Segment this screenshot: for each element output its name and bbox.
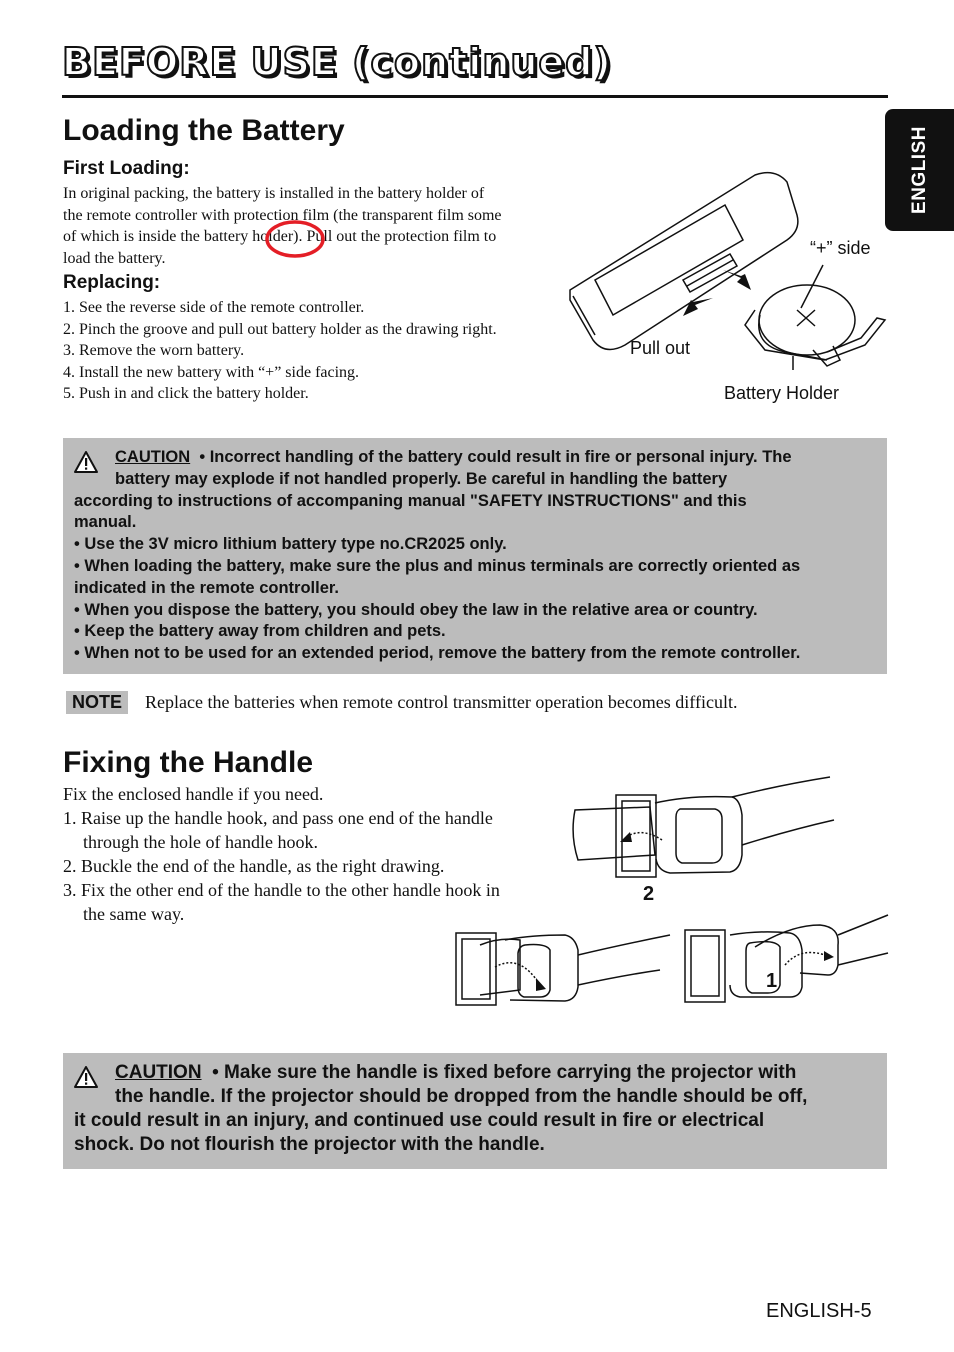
list-item: 1. Raise up the handle hook, and pass one end of the handle through the hole of handle hook. bbox=[63, 808, 493, 852]
warning-icon bbox=[73, 450, 99, 474]
caution-line: battery may explode if not handled properly. Be careful in handling the battery bbox=[115, 469, 728, 488]
figure-label-plus-side: “+” side bbox=[810, 238, 871, 258]
subheading-first-loading: First Loading: bbox=[63, 158, 190, 179]
caution-line: • Use the 3V micro lithium battery type no.CR2025 only. bbox=[74, 535, 507, 554]
caution-line: • When not to be used for an extended period, remove the battery from the remote controller. bbox=[74, 644, 801, 663]
caution-line: manual. bbox=[74, 513, 137, 532]
caution-line: indicated in the remote controller. bbox=[74, 578, 339, 597]
figure-label-battery-holder: Battery Holder bbox=[724, 383, 840, 403]
caution-line: according to instructions of accompaning manual "SAFETY INSTRUCTIONS" and this bbox=[74, 491, 747, 510]
figure-label-step-2: 2 bbox=[643, 883, 655, 905]
caution-line: • When loading the battery, make sure the plus and minus terminals are correctly oriented as bbox=[74, 556, 801, 575]
caution-line: the handle. If the projector should be dropped from the handle should be off, bbox=[115, 1086, 808, 1107]
caution-line: • Incorrect handling of the battery could result in fire or personal injury. The bbox=[199, 448, 792, 466]
first-loading-line: load the battery. bbox=[63, 249, 166, 267]
header-rule bbox=[62, 95, 888, 98]
caution-box-battery bbox=[63, 438, 887, 674]
list-item: 3. Remove the worn battery. bbox=[63, 342, 245, 359]
caution-line: • Keep the battery away from children and pets. bbox=[74, 622, 446, 641]
list-item: 2. Buckle the end of the handle, as the right drawing. bbox=[63, 856, 445, 876]
page-number: ENGLISH-5 bbox=[766, 1300, 872, 1322]
battery-remote-illustration bbox=[565, 170, 890, 370]
subheading-replacing: Replacing: bbox=[63, 272, 161, 293]
caution-line: it could result in an injury, and continued use could result in fire or electrical bbox=[74, 1110, 765, 1131]
first-loading-line: In original packing, the battery is installed in the battery holder of bbox=[63, 185, 485, 202]
list-item: 4. Install the new battery with “+” side facing. bbox=[63, 363, 360, 381]
caution-label: CAUTION bbox=[115, 1062, 202, 1083]
caution-label: CAUTION bbox=[115, 448, 191, 466]
note-label: NOTE bbox=[66, 691, 128, 714]
figure-label-pull-out: Pull out bbox=[630, 338, 691, 358]
first-loading-line: of which is inside the battery holder). Pull out the protection film to bbox=[63, 228, 497, 245]
caution-box-handle bbox=[63, 1053, 887, 1169]
figure-label-step-1: 1 bbox=[766, 970, 778, 992]
language-tab bbox=[885, 109, 954, 231]
caution-line: • When you dispose the battery, you should obey the law in the relative area or country. bbox=[74, 600, 758, 619]
page-header-title: BEFORE USE (continued) bbox=[62, 40, 612, 84]
highlight-circle bbox=[264, 218, 328, 260]
handle-intro: Fix the enclosed handle if you need. bbox=[63, 784, 324, 804]
caution-line: • Make sure the handle is fixed before carrying the projector with bbox=[212, 1062, 797, 1083]
language-tab-label: ENGLISH bbox=[908, 126, 930, 214]
section-heading-handle: Fixing the Handle bbox=[63, 746, 314, 779]
list-item: 5. Push in and click the battery holder. bbox=[63, 385, 309, 402]
handle-illustration bbox=[450, 775, 890, 1015]
handle-steps bbox=[63, 806, 503, 926]
section-heading-battery: Loading the Battery bbox=[63, 114, 345, 147]
warning-icon bbox=[73, 1065, 99, 1089]
list-item: 1. See the reverse side of the remote controller. bbox=[63, 299, 365, 316]
note-text: Replace the batteries when remote control transmitter operation becomes difficult. bbox=[145, 692, 738, 712]
caution-line: shock. Do not flourish the projector with the handle. bbox=[74, 1134, 545, 1155]
first-loading-line: the remote controller with protection film (the transparent film some bbox=[63, 206, 502, 224]
list-item: 3. Fix the other end of the handle to the other handle hook in the same way. bbox=[63, 880, 500, 924]
list-item: 2. Pinch the groove and pull out battery holder as the drawing right. bbox=[63, 320, 497, 338]
replacing-steps bbox=[63, 297, 497, 405]
